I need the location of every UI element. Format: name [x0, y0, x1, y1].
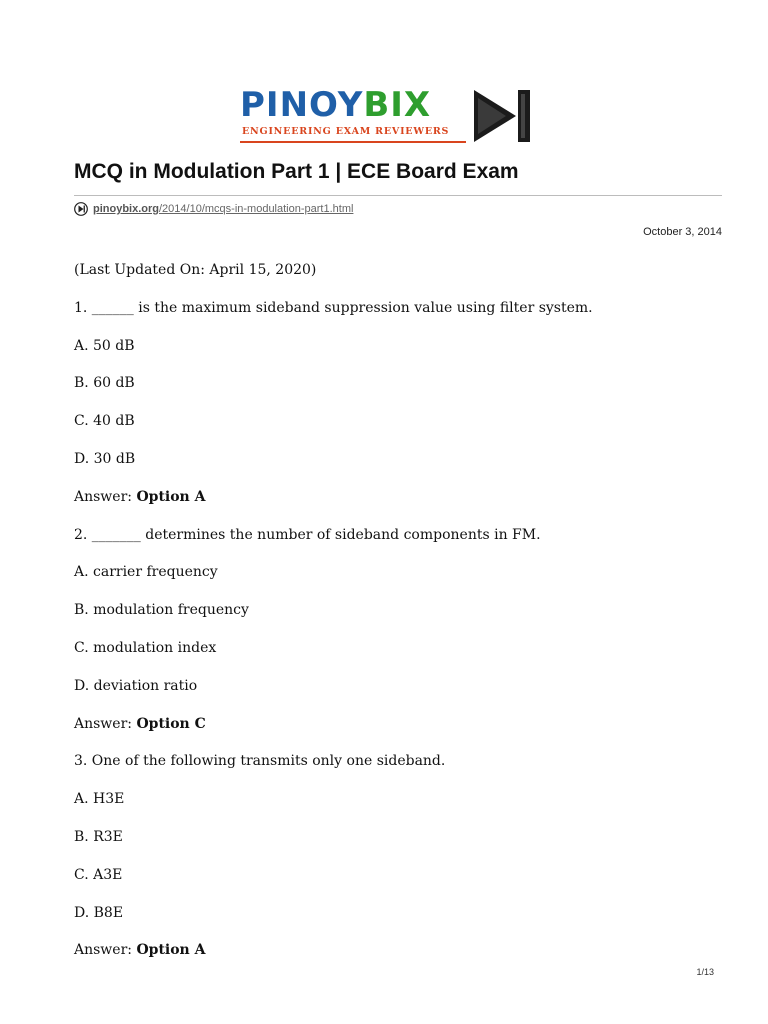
page-title: MCQ in Modulation Part 1 | ECE Board Exam: [74, 160, 519, 183]
answer-label: Answer:: [74, 942, 132, 959]
logo-wordmark: [240, 85, 432, 125]
option-item: D. B8E: [74, 904, 124, 921]
option-item: C. modulation index: [74, 639, 217, 656]
option-item: A. 50 dB: [74, 337, 135, 354]
answer-line: [74, 714, 722, 752]
answer-line: [74, 940, 722, 978]
play-circle-icon: [74, 202, 88, 216]
option-item: B. modulation frequency: [74, 602, 249, 619]
option-item: D. 30 dB: [74, 450, 136, 467]
logo-wordmark-part1: PINOY: [240, 85, 364, 125]
logo-wordmark-part2: BIX: [363, 85, 432, 125]
answer-label: Answer:: [74, 715, 132, 732]
option-item: C. A3E: [74, 866, 123, 883]
question-text: 3. One of the following transmits only one sideband.: [74, 753, 446, 770]
play-skip-icon: [472, 86, 532, 146]
answer-value: Option C: [136, 715, 206, 732]
answer-value: Option A: [136, 488, 206, 505]
option-item: B. R3E: [74, 828, 123, 845]
logo-tagline: ENGINEERING EXAM REVIEWERS: [242, 126, 450, 137]
option-item: C. 40 dB: [74, 413, 135, 430]
option-item: A. carrier frequency: [74, 564, 218, 581]
page-number: 1/13: [696, 967, 714, 977]
source-path[interactable]: /2014/10/mcqs-in-modulation-part1.html: [159, 203, 354, 215]
option-item: B. 60 dB: [74, 375, 135, 392]
option-item: A. H3E: [74, 791, 125, 808]
last-updated: (Last Updated On: April 15, 2020): [74, 262, 317, 278]
answer-label: Answer:: [74, 488, 132, 505]
publish-date: October 3, 2014: [643, 226, 722, 238]
answer-line: [74, 487, 722, 525]
article-body: [74, 260, 722, 978]
question-text: 2. _______ determines the number of sideband components in FM.: [74, 526, 541, 543]
logo-underline: [240, 141, 466, 143]
site-logo: [240, 86, 532, 148]
answer-value: Option A: [136, 942, 206, 959]
option-item: D. deviation ratio: [74, 677, 198, 694]
source-link[interactable]: [74, 200, 353, 218]
question-text: 1. ______ is the maximum sideband suppression value using filter system.: [74, 299, 593, 316]
source-domain[interactable]: pinoybix.org: [93, 203, 159, 215]
title-divider: [74, 195, 722, 196]
